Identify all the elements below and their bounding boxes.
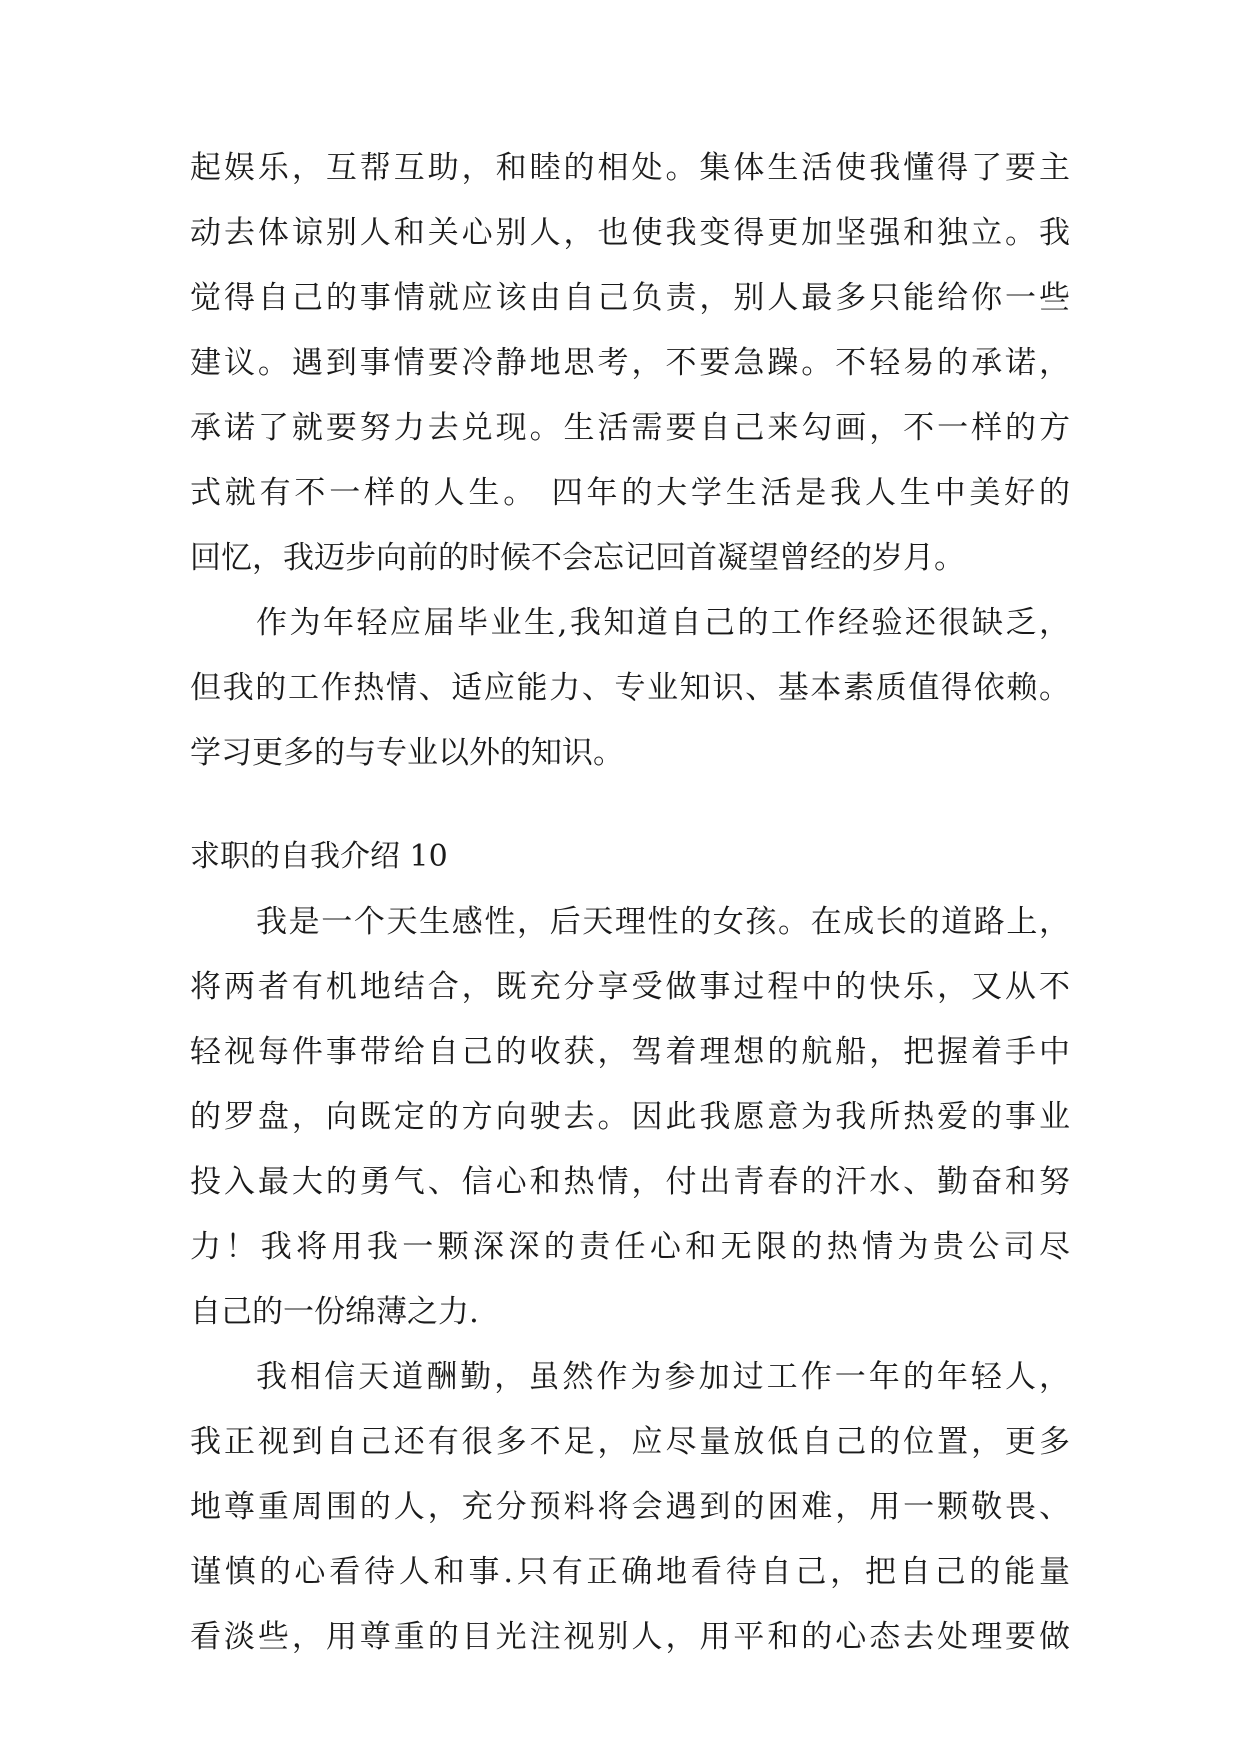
paragraph-line: 学习更多的与专业以外的知识。 xyxy=(190,735,624,771)
paragraph-line: 承诺了就要努力去兑现。生活需要自己来勾画，不一样的方 xyxy=(190,410,1070,446)
paragraph-line: 我正视到自己还有很多不足，应尽量放低自己的位置，更多 xyxy=(190,1424,1070,1460)
paragraph-line: 地尊重周围的人，充分预料将会遇到的困难，用一颗敬畏、 xyxy=(190,1489,1070,1525)
paragraph-line: 谨慎的心看待人和事.只有正确地看待自己，把自己的能量 xyxy=(190,1554,1070,1590)
paragraph-line: 建议。遇到事情要冷静地思考，不要急躁。不轻易的承诺， xyxy=(190,345,1070,381)
paragraph-line: 回忆，我迈步向前的时候不会忘记回首凝望曾经的岁月。 xyxy=(190,540,965,576)
paragraph-line: 的罗盘，向既定的方向驶去。因此我愿意为我所热爱的事业 xyxy=(190,1099,1070,1135)
paragraph-line: 但我的工作热情、适应能力、专业知识、基本素质值得依赖。 xyxy=(190,670,1070,706)
paragraph-line: 将两者有机地结合，既充分享受做事过程中的快乐，又从不 xyxy=(190,969,1070,1005)
paragraph-line: 力！我将用我一颗深深的责任心和无限的热情为贵公司尽 xyxy=(190,1229,1070,1265)
paragraph-line: 起娱乐，互帮互助，和睦的相处。集体生活使我懂得了要主 xyxy=(190,150,1070,186)
paragraph-line: 式就有不一样的人生。 四年的大学生活是我人生中美好的 xyxy=(190,475,1070,511)
paragraph-line: 投入最大的勇气、信心和热情，付出青春的汗水、勤奋和努 xyxy=(190,1164,1070,1200)
paragraph-line: 自己的一份绵薄之力. xyxy=(190,1294,479,1330)
paragraph-line: 看淡些，用尊重的目光注视别人，用平和的心态去处理要做 xyxy=(190,1619,1070,1655)
paragraph-line: 我相信天道酬勤，虽然作为参加过工作一年的年轻人， xyxy=(256,1359,1070,1395)
paragraph-line: 觉得自己的事情就应该由自己负责，别人最多只能给你一些 xyxy=(190,280,1070,316)
paragraph-line: 动去体谅别人和关心别人，也使我变得更加坚强和独立。我 xyxy=(190,215,1070,251)
section-heading: 求职的自我介绍 10 xyxy=(190,839,448,874)
paragraph-line: 轻视每件事带给自己的收获，驾着理想的航船，把握着手中 xyxy=(190,1034,1070,1070)
paragraph-line: 我是一个天生感性，后天理性的女孩。在成长的道路上， xyxy=(256,904,1070,940)
paragraph-line: 作为年轻应届毕业生,我知道自己的工作经验还很缺乏， xyxy=(256,605,1070,641)
